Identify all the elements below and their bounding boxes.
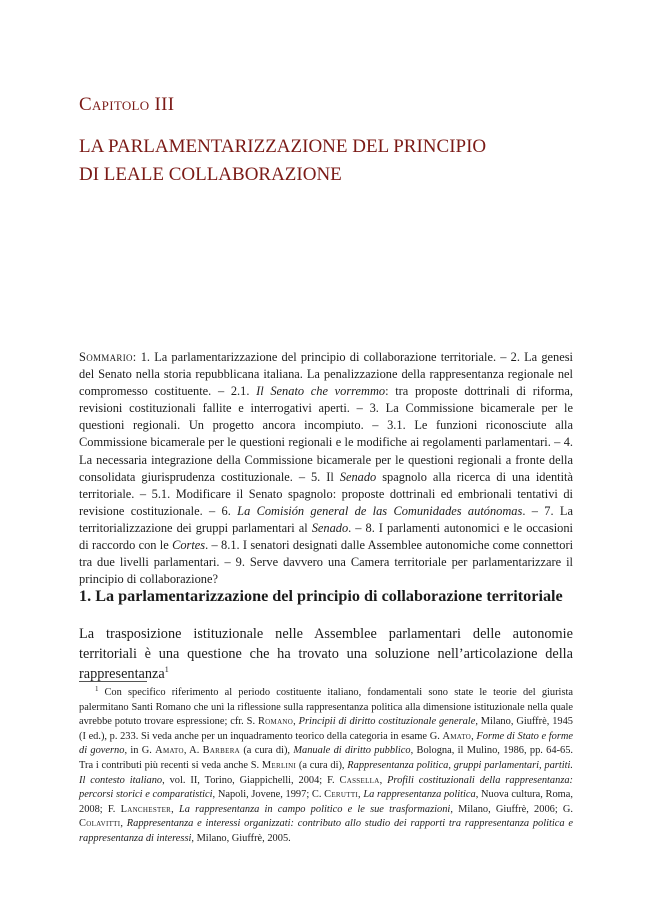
footnote-text: , xyxy=(120,818,127,830)
footnote-title: Rappresentanza politica, gruppi parlamentari, partiti. Il contesto italiano xyxy=(79,759,573,786)
summary-text-italic: Senado xyxy=(339,469,377,484)
body-paragraph xyxy=(79,624,573,684)
footnote-text: , in G. xyxy=(124,745,156,757)
chapter-summary xyxy=(79,349,573,588)
footnote-author: Merlini xyxy=(261,759,297,771)
summary-lead: Sommario: xyxy=(79,350,137,364)
footnote-text: , Nuova cultura, Roma, 2008; F. xyxy=(79,789,573,815)
footnote xyxy=(79,686,573,847)
footnote-text: , Milano, Giuffrè, 2005. xyxy=(191,832,291,844)
footnote-author: Amato xyxy=(442,730,472,742)
footnote-author: Lanchester xyxy=(120,803,172,815)
body-text: La trasposizione istituzionale nelle Assemblee parlamentari delle autonomie territoriali è una questione che ha trovato una soluzione nell’articolazione della rappresentanza xyxy=(79,626,573,682)
summary-text: . – 8.1. I senatori designati dalle Assemblee autonomiche come connettori tra due livelli parlamentari. – 9. Serve davvero una Camera territoriale per parlamentarizzare il principio di collaborazione? xyxy=(79,538,574,587)
footnote-text: , xyxy=(379,774,388,786)
footnote-text: , xyxy=(171,803,179,815)
footnote-text: , Napoli, Jovene, 1997; C. xyxy=(212,789,325,801)
footnote-text: Con specifico riferimento al periodo costituente italiano, fondamentali sono state le teorie del giurista palermitano Santi Romano che unì la riflessione sulla rappresentanza politica alla dimensione istituzionale nella quale avrebbe potuto trovare espressione; cfr. S. xyxy=(79,687,573,728)
footnote-text: , xyxy=(293,716,299,728)
footnote-title: Profili costituzionali della rappresentanza: percorsi storici e comparatistici xyxy=(79,774,574,801)
chapter-title-line: DI LEALE COLLABORAZIONE xyxy=(79,164,342,185)
summary-text-italic: La Comisión general de las Comunidades autónomas xyxy=(237,503,523,518)
footnote-reference[interactable]: 1 xyxy=(164,665,169,674)
summary-text: . – 7. La territorializzazione dei gruppi parlamentari al xyxy=(79,503,573,535)
footnote-title: La rappresentanza in campo politico e le sue trasformazioni xyxy=(178,803,451,815)
footnote-text: , Bologna, il Mulino, 1986, pp. 64-65. Tra i contributi più recenti si veda anche S. xyxy=(79,745,574,771)
footnote-author: Amato xyxy=(155,745,184,757)
summary-text: : tra proposte dottrinali di riforma, revisioni costituzionali fallite e interrogativi aperti. – 3. La Commissione bicamerale per le questioni regionali. Un progetto ancora incompiuto. – 3.1. Le funzioni riconosciute alla Commissione bicamerale per le questioni regionali e le modifiche ai regolamenti parlamentari. – 4. La necessaria integrazione della Commissione bicamerale per le questioni regionali a fronte della consolidata giurisprudenza costituzionale. – 5. Il xyxy=(79,384,574,484)
footnote-marker: 1 xyxy=(95,685,99,693)
summary-text: spagnolo alla ricerca di una identità territoriale. – 5.1. Modificare il Senato spagnolo: proposte dottrinali ed embrionali tentativi di revisione costituzionale. – 6. xyxy=(79,469,573,518)
section-heading: 1. La parlamentarizzazione del principio di collaborazione territoriale xyxy=(79,587,563,605)
footnote-text: (a cura di), xyxy=(296,759,348,771)
footnote-text: , xyxy=(358,789,364,801)
footnote-title: Rappresentanza e interessi organizzati: contributo allo studio dei rapporti tra rappresentanza politica e rappresentanza di interessi xyxy=(79,818,573,844)
chapter-title xyxy=(79,133,599,189)
chapter-title-line: LA PARLAMENTARIZZAZIONE DEL PRINCIPIO xyxy=(79,136,487,157)
summary-text-italic: Cortes xyxy=(172,538,206,553)
summary-text: 1. La parlamentarizzazione del principio di collaborazione territoriale. – 2. La genesi del Senato nella storia repubblicana italiana. La penalizzazione della rappresentanza regionale nel compromesso costituente. – 2.1. xyxy=(79,350,573,399)
chapter-label: Capitolo III xyxy=(79,94,175,115)
summary-text-italic: Il Senato che vorremmo xyxy=(256,384,386,399)
footnote-author: Romano xyxy=(257,716,294,728)
footnote-title: Forme di Stato e forme di governo xyxy=(79,730,574,757)
summary-text: . – 8. I parlamenti autonomici e le occasioni di raccordo con le xyxy=(79,520,573,553)
footnote-title: Manuale di diritto pubblico xyxy=(293,745,411,757)
footnote-author: Cassella xyxy=(339,774,380,786)
footnote-text: , Milano, Giuffrè, 1945 (I ed.), p. 233. Si veda anche per un inquadramento teorico della categoria in esame G. xyxy=(79,716,573,742)
footnote-text: , A. xyxy=(183,745,203,757)
footnote-text: , xyxy=(471,730,477,742)
footnote-text: , vol. II, Torino, Giappichelli, 2004; F. xyxy=(162,774,340,786)
footnote-author: Barbera xyxy=(202,745,241,757)
footnote-text: , Milano, Giuffrè, 2006; G. xyxy=(450,803,573,815)
footnote-separator xyxy=(79,681,147,682)
footnote-title: La rappresentanza politica xyxy=(363,789,476,801)
summary-text-italic: Senado xyxy=(311,520,349,535)
footnote-text: (a cura di), xyxy=(240,745,294,757)
footnote-author: Colavitti xyxy=(79,818,121,830)
footnote-author: Cerutti xyxy=(324,789,359,801)
footnote-title: Principii di diritto costituzionale generale xyxy=(298,716,476,728)
